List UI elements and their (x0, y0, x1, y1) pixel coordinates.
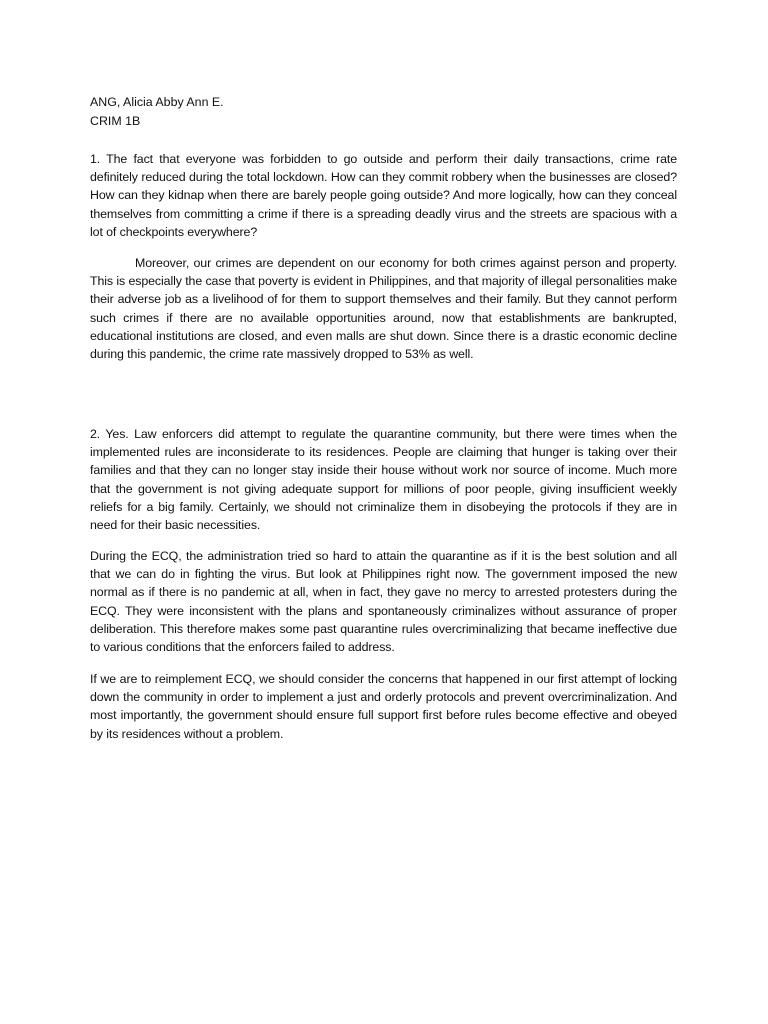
answer-2-paragraph-2: During the ECQ, the administration tried so hard to attain the quarantine as if it is the best solution and all that we can do in fighting the virus. But look at Philippines right now. The government imposed the new normal as if there is no pandemic at all, when in fact, they gave no mercy to arrested protesters during the ECQ. They were inconsistent with the plans and spontaneously criminalizes without assurance of proper deliberation. This therefore makes some past quarantine rules overcriminalizing that became ineffective due to various conditions that the enforcers failed to address. (90, 549, 677, 655)
answer-2-paragraph-3: If we are to reimplement ECQ, we should consider the concerns that happened in our first attempt of locking down the community in order to implement a just and orderly protocols and prevent overcriminalization. And most importantly, the government should ensure full support first before rules become effective and obeyed by its residences without a problem. (90, 672, 677, 741)
answer-1-paragraph-2: Moreover, our crimes are dependent on our economy for both crimes against person and property. This is especially the case that poverty is evident in Philippines, and that majority of illegal personalities make their adverse job as a livelihood of for them to support themselves and their family. But they cannot perform such crimes if there are no available opportunities around, now that establishments are bankrupted, educational institutions are closed, and even malls are shut down. Since there is a drastic economic decline during this pandemic, the crime rate massively dropped to 53% as well. (90, 256, 677, 362)
class-section: CRIM 1B (90, 114, 141, 128)
student-name: ANG, Alicia Abby Ann E. (90, 95, 224, 109)
answer-1-paragraph-1: 1. The fact that everyone was forbidden to go outside and perform their daily transactions, crime rate definitely reduced during the total lockdown. How can they commit robbery when the businesses are closed? How can they kidnap when there are barely people going outside? And more logically, how can they conceal themselves from committing a crime if there is a spreading deadly virus and the streets are spacious with a lot of checkpoints everywhere? (90, 152, 677, 239)
answer-2-paragraph-1: 2. Yes. Law enforcers did attempt to regulate the quarantine community, but there were times when the implemented rules are inconsiderate to its residences. People are claiming that hunger is taking over their families and that they can no longer stay inside their house without work nor source of income. Much more that the government is not giving adequate support for millions of poor people, giving insufficient weekly reliefs for a big family. Certainly, we should not criminalize them in disobeying the protocols if they are in need for their basic necessities. (90, 427, 677, 533)
